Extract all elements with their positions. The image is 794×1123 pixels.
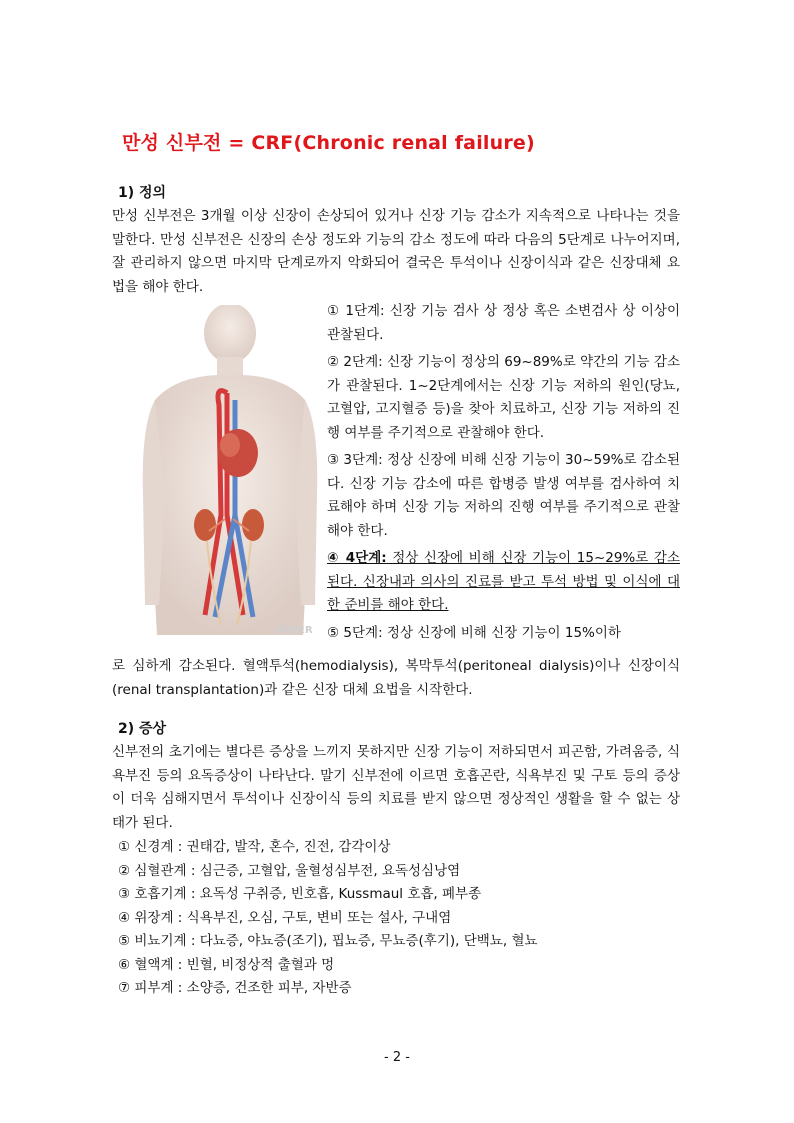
section-heading-symptoms: 2) 증상: [118, 721, 167, 737]
stage-1: ① 1단계: 신장 기능 검사 상 정상 혹은 소변검사 상 이상이 관찰된다.: [327, 303, 680, 343]
definition-intro: 만성 신부전은 3개월 이상 신장이 손상되어 있거나 신장 기능 감소가 지속적으로 나타나는 것을 말한다. 만성 신부전은 신장의 손상 정도와 기능의 감소 정도에 따라 다음의 5단계로 나누어지며, 잘 관리하지 않으면 마지막 단계로까지 악화되어 결국은 투석이나 신장이식과 같은 신장대체 요법을 해야 한다.: [112, 208, 680, 295]
list-item: ① 신경계 : 권태감, 발작, 혼수, 진전, 감각이상: [118, 839, 391, 855]
figure-watermark: NAVER: [275, 625, 313, 636]
section-heading-definition: 1) 정의: [118, 185, 167, 201]
page-number: - 2 -: [384, 1050, 410, 1065]
kidney-anatomy-figure: [135, 305, 325, 640]
list-item: ② 심혈관계 : 심근증, 고혈압, 울혈성심부전, 요독성심낭염: [118, 862, 461, 879]
list-item: ⑥ 혈액계 : 빈혈, 비정상적 출혈과 멍: [118, 956, 335, 973]
stage-list: [327, 300, 680, 649]
list-item: ⑦ 피부계 : 소양증, 건조한 피부, 자반증: [118, 980, 352, 996]
list-item: ⑤ 비뇨기계 : 다뇨증, 야뇨증(조기), 핍뇨증, 무뇨증(후기), 단백뇨, 혈뇨: [118, 933, 538, 949]
stage-4: [327, 547, 680, 618]
body-illustration: [135, 305, 325, 640]
stage-3: ③ 3단계: 정상 신장에 비해 신장 기능이 30~59%로 감소된다. 신장 기능 감소에 따른 합병증 발생 여부를 검사하여 치료해야 하며 신장 기능 저하의 진행 여부를 주기적으로 관찰해야 한다.: [327, 452, 680, 539]
stage-4-label: ④ 4단계:: [327, 550, 387, 566]
list-item: ③ 호흡기계 : 요독성 구취증, 빈호흡, Kussmaul 호흡, 폐부종: [118, 886, 482, 902]
list-item: ④ 위장계 : 식욕부진, 오심, 구토, 변비 또는 설사, 구내염: [118, 909, 452, 926]
stage-4-text: 정상 신장에 비해 신장 기능이 15~29%로 감소된다. 신장내과 의사의 진료를 받고 투석 방법 및 이식에 대한 준비를 해야 한다.: [327, 550, 680, 613]
symptom-list: [118, 836, 538, 1001]
stage-5-start: ⑤ 5단계: 정상 신장에 비해 신장 기능이 15%이하: [327, 624, 621, 641]
stage-5-continuation: 로 심하게 감소된다. 혈액투석(hemodialysis), 복막투석(peritoneal dialysis)이나 신장이식(renal transplantation)과 같은 신장 대체 요법을 시작한다.: [112, 658, 680, 698]
stage-2: ② 2단계: 신장 기능이 정상의 69~89%로 약간의 기능 감소가 관찰된다. 1~2단계에서는 신장 기능 저하의 원인(당뇨, 고혈압, 고지혈증 등)을 찾아 치료하고, 신장 기능 저하의 진행 여부를 주기적으로 관찰해야 한다.: [327, 354, 680, 441]
symptoms-paragraph: 신부전의 초기에는 별다른 증상을 느끼지 못하지만 신장 기능이 저하되면서 피곤함, 가려움증, 식욕부진 등의 요독증상이 나타난다. 말기 신부전에 이르면 호흡곤란, 식욕부진 및 구토 등의 증상이 더욱 심해지면서 투석이나 신장이식 등의 치료를 받지 않으면 정상적인 생활을 할 수 없는 상태가 된다.: [112, 744, 680, 831]
document-title: 만성 신부전 = CRF(Chronic renal failure): [122, 132, 535, 154]
definition-paragraph: [112, 205, 680, 299]
